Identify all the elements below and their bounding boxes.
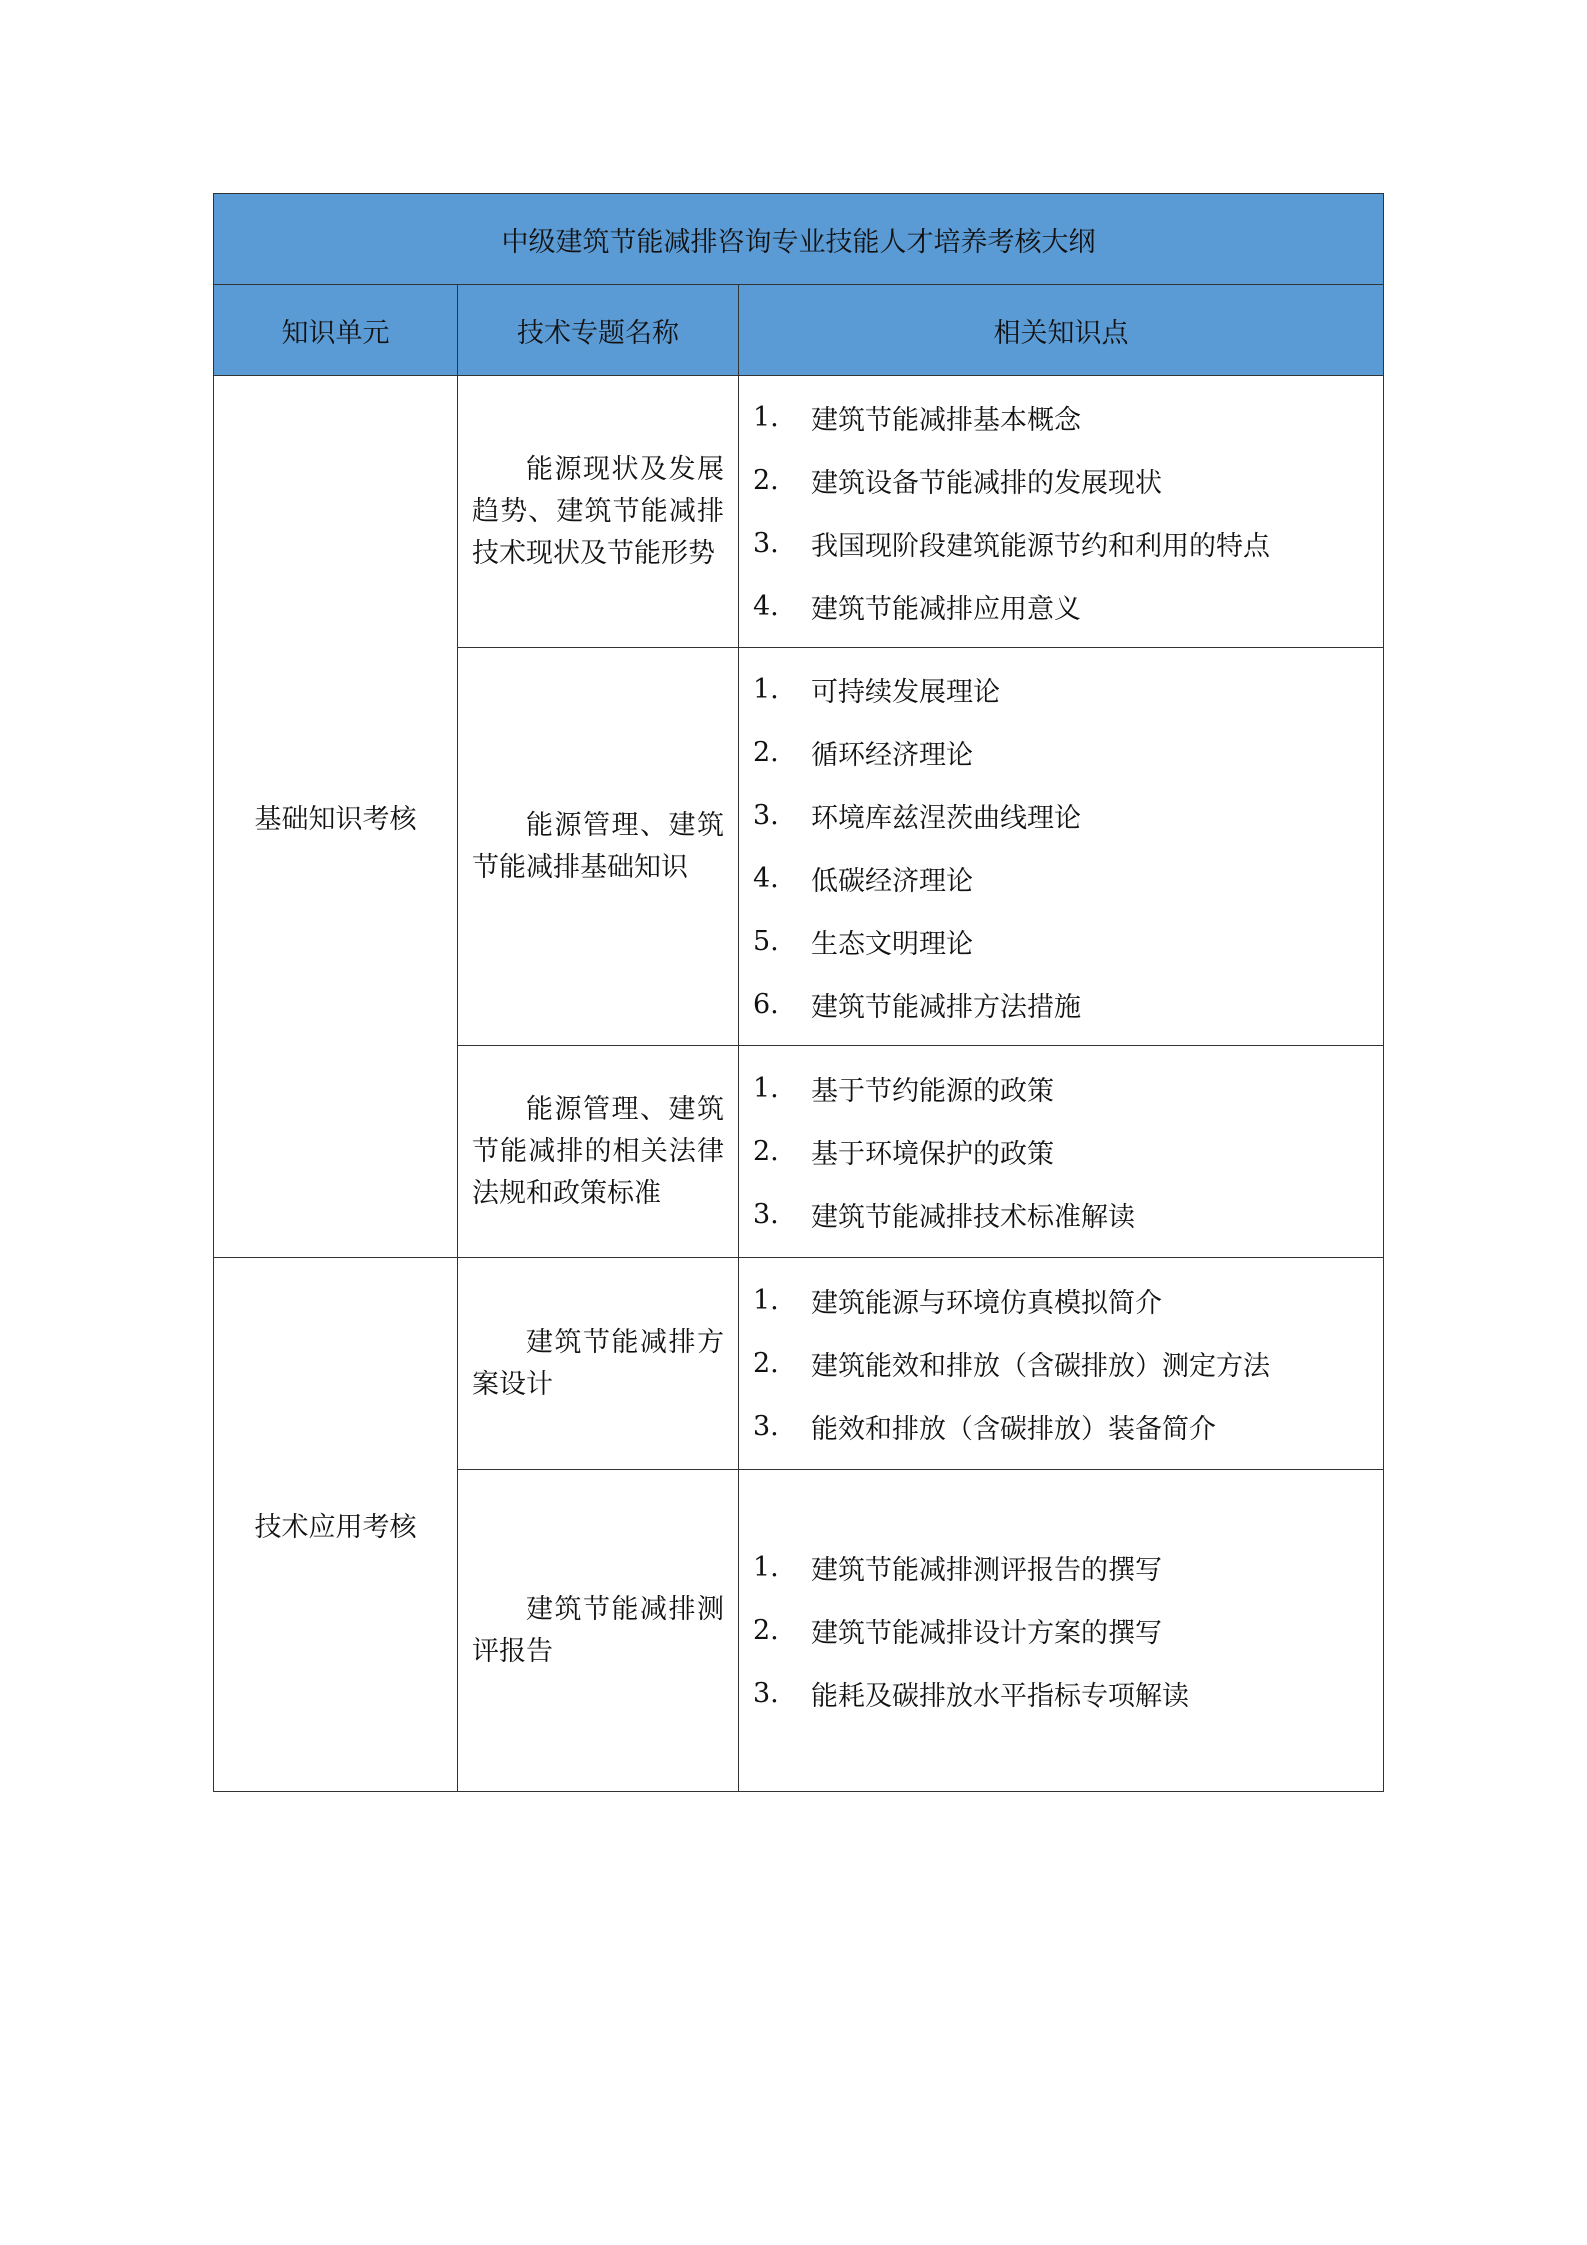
point-number: 2. — [753, 736, 779, 768]
point-number: 1. — [753, 1073, 779, 1104]
knowledge-points-cell — [739, 1470, 1384, 1792]
point-text: 基于环境保护的政策 — [811, 1139, 1054, 1170]
point-text: 可持续发展理论 — [811, 676, 1000, 708]
point-text: 建筑能效和排放（含碳排放）测定方法 — [811, 1351, 1270, 1382]
list-item — [753, 784, 1373, 847]
title-row — [214, 194, 1384, 285]
point-number: 1. — [753, 1285, 779, 1316]
table-title: 中级建筑节能减排咨询专业技能人才培养考核大纲 — [214, 194, 1384, 285]
point-number: 3. — [753, 799, 779, 831]
point-number: 3. — [753, 1411, 779, 1442]
topic-cell — [458, 648, 739, 1046]
list-item — [753, 1120, 1373, 1183]
knowledge-points-list — [753, 1057, 1373, 1246]
point-text: 低碳经济理论 — [811, 865, 973, 897]
list-item — [753, 1536, 1373, 1599]
topic-cell — [458, 376, 739, 648]
point-number: 5. — [753, 925, 779, 957]
list-item — [753, 910, 1373, 973]
point-text: 建筑节能减排设计方案的撰写 — [811, 1618, 1162, 1649]
knowledge-unit-cell — [214, 1258, 458, 1792]
list-item — [753, 1183, 1373, 1246]
point-text: 循环经济理论 — [811, 739, 973, 771]
topic-name: 建筑节能减排测评报告 — [472, 1593, 724, 1667]
point-number: 1. — [753, 401, 779, 433]
list-item — [753, 721, 1373, 784]
list-item — [753, 1395, 1373, 1458]
point-number: 1. — [753, 1552, 779, 1583]
point-number: 3. — [753, 1199, 779, 1230]
point-text: 建筑节能减排方法措施 — [811, 991, 1081, 1023]
knowledge-points-cell — [739, 376, 1384, 648]
point-text: 基于节约能源的政策 — [811, 1076, 1054, 1107]
header-row — [214, 285, 1384, 376]
list-item — [753, 1057, 1373, 1120]
knowledge-unit-label: 技术应用考核 — [254, 1512, 417, 1543]
point-number: 1. — [753, 673, 779, 705]
point-number: 3. — [753, 527, 779, 559]
knowledge-points-cell — [739, 648, 1384, 1046]
topic-name: 能源管理、建筑节能减排基础知识 — [472, 809, 724, 883]
point-number: 4. — [753, 862, 779, 894]
point-number: 3. — [753, 1678, 779, 1709]
point-text: 能耗及碳排放水平指标专项解读 — [811, 1681, 1189, 1712]
list-item — [753, 575, 1373, 638]
point-text: 环境库兹涅茨曲线理论 — [811, 802, 1081, 834]
list-item — [753, 1599, 1373, 1662]
point-number: 2. — [753, 1348, 779, 1379]
point-text: 建筑节能减排应用意义 — [811, 593, 1081, 625]
header-points: 相关知识点 — [739, 285, 1384, 376]
topic-cell — [458, 1046, 739, 1258]
list-item — [753, 1269, 1373, 1332]
knowledge-points-cell — [739, 1046, 1384, 1258]
point-text: 建筑节能减排技术标准解读 — [811, 1202, 1135, 1233]
point-text: 建筑节能减排基本概念 — [811, 404, 1081, 436]
knowledge-points-list — [753, 1269, 1373, 1458]
list-item — [753, 512, 1373, 575]
point-text: 建筑能源与环境仿真模拟简介 — [811, 1288, 1162, 1319]
point-text: 我国现阶段建筑能源节约和利用的特点 — [811, 530, 1270, 562]
topic-row — [214, 376, 1384, 648]
header-topic: 技术专题名称 — [458, 285, 739, 376]
topic-row — [214, 1258, 1384, 1470]
list-item — [753, 1332, 1373, 1395]
topic-cell — [458, 1470, 739, 1792]
topic-cell — [458, 1258, 739, 1470]
point-text: 建筑设备节能减排的发展现状 — [811, 467, 1162, 499]
topic-name: 能源管理、建筑节能减排的相关法律法规和政策标准 — [472, 1093, 724, 1209]
knowledge-unit-label: 基础知识考核 — [254, 804, 417, 835]
topic-name: 建筑节能减排方案设计 — [472, 1326, 724, 1400]
knowledge-points-list — [753, 1536, 1373, 1725]
header-unit: 知识单元 — [214, 285, 458, 376]
point-number: 2. — [753, 1136, 779, 1167]
syllabus-table — [213, 193, 1384, 1792]
point-text: 建筑节能减排测评报告的撰写 — [811, 1555, 1162, 1586]
knowledge-unit-cell — [214, 376, 458, 1258]
point-number: 4. — [753, 590, 779, 622]
list-item — [753, 1662, 1373, 1725]
point-text: 生态文明理论 — [811, 928, 973, 960]
point-number: 6. — [753, 988, 779, 1020]
knowledge-points-list — [753, 658, 1373, 1036]
list-item — [753, 847, 1373, 910]
topic-name: 能源现状及发展趋势、建筑节能减排技术现状及节能形势 — [472, 453, 724, 569]
point-number: 2. — [753, 464, 779, 496]
list-item — [753, 449, 1373, 512]
knowledge-points-cell — [739, 1258, 1384, 1470]
list-item — [753, 973, 1373, 1036]
knowledge-points-list — [753, 386, 1373, 638]
list-item — [753, 386, 1373, 449]
point-text: 能效和排放（含碳排放）装备简介 — [811, 1414, 1216, 1445]
point-number: 2. — [753, 1615, 779, 1646]
list-item — [753, 658, 1373, 721]
